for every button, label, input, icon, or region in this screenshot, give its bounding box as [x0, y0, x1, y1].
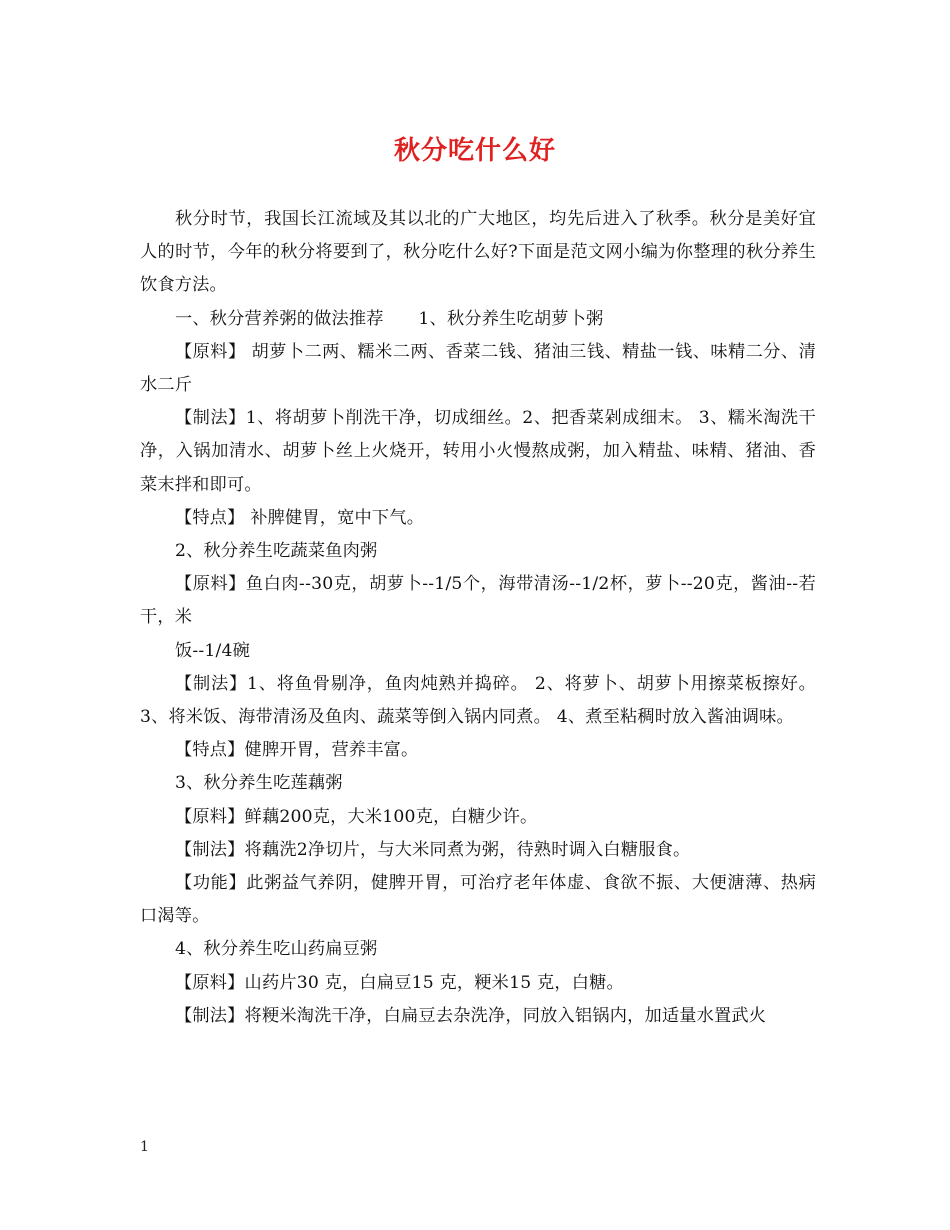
- section-heading-3: 3、秋分养生吃莲藕粥: [175, 773, 343, 794]
- paragraph-ingredients-4: 【原料】山药片30 克，白扁豆15 克，粳米15 克，白糖。: [175, 972, 624, 993]
- section-heading-2: 2、秋分养生吃蔬菜鱼肉粥: [175, 541, 378, 562]
- section-heading-4: 4、秋分养生吃山药扁豆粥: [175, 939, 378, 960]
- paragraph-method-3: 【制法】将藕洗2净切片，与大米同煮为粥，待熟时调入白糖服食。: [175, 839, 691, 860]
- paragraph-feature-2: 【特点】健脾开胃，营养丰富。: [175, 740, 419, 761]
- paragraph-ingredients-2-cont: 饭--1/4碗: [175, 640, 251, 661]
- paragraph-intro: 秋分时节，我国长江流域及其以北的广大地区，均先后进入了秋季。秋分是美好宜人的时节，今年的秋分将要到了，秋分吃什么好?下面是范文网小编为你整理的秋分养生饮食方法。: [140, 209, 816, 296]
- paragraph-ingredients-2: 【原料】鱼白肉--30克，胡萝卜--1/5个，海带清汤--1/2杯，萝卜--20克，酱油--若干，米: [140, 574, 816, 628]
- paragraph-ingredients-1: 【原料】 胡萝卜二两、糯米二两、香菜二钱、猪油三钱、精盐一钱、味精二分、清水二斤: [140, 341, 816, 396]
- paragraph-method-2: 【制法】1、将鱼骨剔净，鱼肉炖熟并捣碎。 2、将萝卜、胡萝卜用擦菜板擦好。3、将米饭、海带清汤及鱼肉、蔬菜等倒入锅内同煮。 4、煮至粘稠时放入酱油调味。: [140, 673, 816, 728]
- paragraph-method-4: 【制法】将粳米淘洗干净，白扁豆去杂洗净，同放入铝锅内，加适量水置武火: [175, 1005, 767, 1026]
- page-title: 秋分吃什么好: [393, 136, 556, 166]
- paragraph-feature-1: 【特点】 补脾健胃，宽中下气。: [175, 507, 425, 528]
- paragraph-ingredients-3: 【原料】鲜藕200克，大米100克，白糖少许。: [175, 806, 538, 827]
- document-body: [140, 203, 816, 1033]
- page-number: 1: [140, 1139, 149, 1155]
- paragraph-function-3: 【功能】此粥益气养阴，健脾开胃，可治疗老年体虚、食欲不振、大便溏薄、热病口渴等。: [140, 873, 816, 927]
- paragraph-method-1: 【制法】1、将胡萝卜削洗干净，切成细丝。2、把香菜剁成细末。 3、糯米淘洗干净，入锅加清水、胡萝卜丝上火烧开，转用小火慢熬成粥，加入精盐、味精、猪油、香菜末拌和即可。: [140, 408, 816, 495]
- section-heading-1: 一、秋分营养粥的做法推荐 1、秋分养生吃胡萝卜粥: [175, 308, 604, 329]
